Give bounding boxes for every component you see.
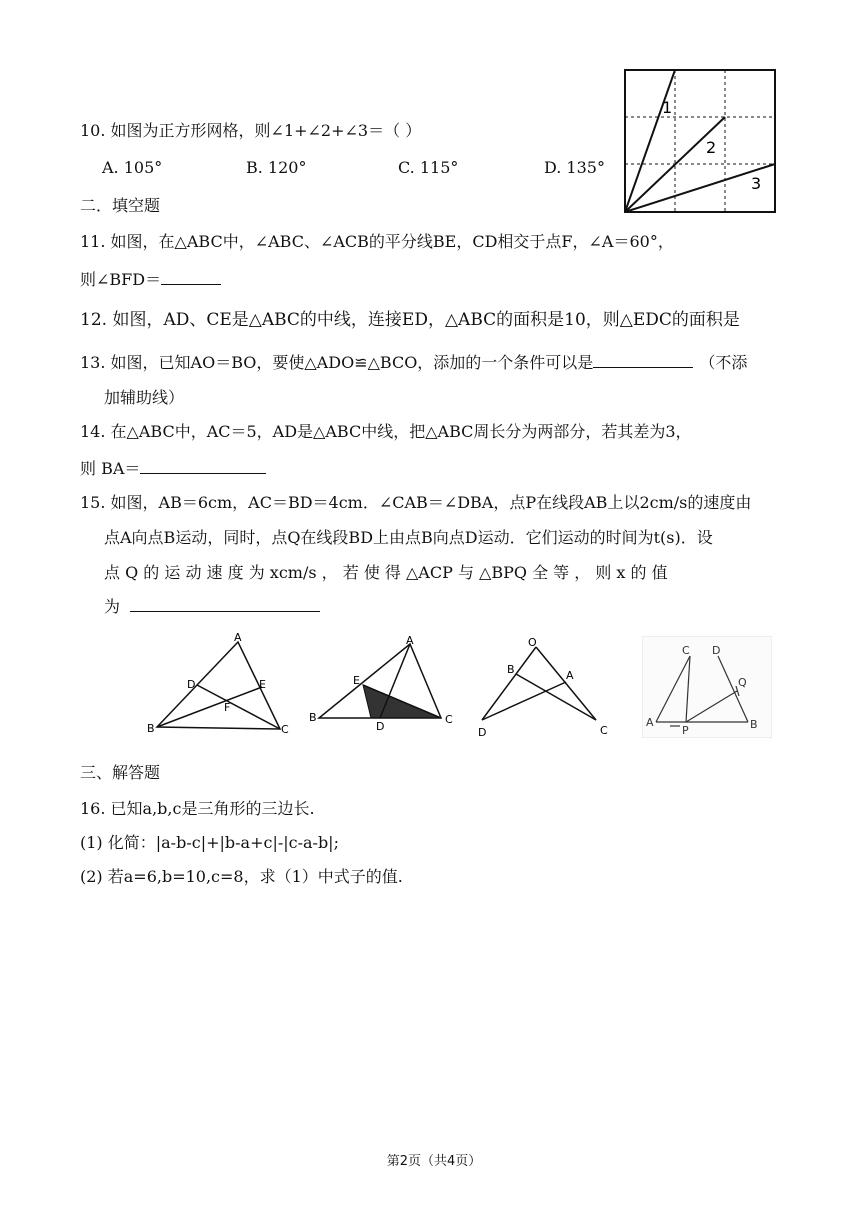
- q10-angle3-label: 3: [751, 174, 762, 193]
- fig-q11-triangle: [145, 632, 295, 742]
- fig-q13-triangles: [474, 632, 624, 742]
- f12-label-e: E: [353, 674, 360, 687]
- q10-grid-figure: [620, 65, 780, 217]
- q10-stem: 10. 如图为正方形网格，则∠1+∠2+∠3＝（ ）: [80, 121, 422, 140]
- f15-label-p: P: [682, 724, 689, 737]
- q13-answer-blank[interactable]: [593, 351, 693, 368]
- q13-prompt: 13. 如图，已知AO＝BO，要使△ADO≌△BCO，添加的一个条件可以是: [80, 353, 594, 372]
- f13-label-a: A: [566, 669, 574, 682]
- page-footer: 第2页（共4页）: [386, 1154, 482, 1169]
- q10-option-d: D. 135°: [544, 158, 605, 177]
- f15-label-c: C: [682, 644, 690, 657]
- f11-label-e: E: [259, 678, 266, 691]
- q11-line1: 11. 如图，在△ABC中，∠ABC、∠ACB的平分线BE，CD相交于点F，∠A＝60°，: [80, 232, 674, 251]
- section-fill-in-title: 二．填空题: [80, 196, 161, 215]
- q10-option-c: C. 115°: [398, 158, 459, 177]
- f11-label-f: F: [224, 701, 231, 714]
- q14-answer-blank[interactable]: [140, 457, 266, 474]
- f12-label-b: B: [309, 711, 317, 724]
- q15-line1: 15. 如图，AB＝6cm，AC＝BD＝4cm．∠CAB＝∠DBA，点P在线段AB上以2cm/s的速度由: [80, 493, 752, 512]
- fig-q12-triangle: [305, 632, 465, 742]
- f13-label-b: B: [507, 663, 515, 676]
- q13-line2: 加辅助线）: [104, 388, 185, 407]
- f11-label-a: A: [234, 632, 242, 644]
- q15-line3: 点 Q 的 运 动 速 度 为 xcm/s ， 若 使 得 △ACP 与 △BPQ 全 等 ， 则 x 的 值: [104, 563, 668, 582]
- q15-line2: 点A向点B运动，同时，点Q在线段BD上由点B向点D运动．它们运动的时间为t(s)．设: [104, 528, 713, 547]
- f15-label-a: A: [646, 716, 654, 729]
- q13-line1: [80, 351, 747, 374]
- q14-line1: 14. 在△ABC中，AC＝5，AD是△ABC中线，把△ABC周长分为两部分，若其差为3，: [80, 422, 692, 441]
- q11-line2: [80, 268, 221, 291]
- q15-line4: [104, 595, 320, 618]
- f11-label-b: B: [147, 722, 155, 735]
- f11-label-d: D: [187, 678, 196, 691]
- q10-angle2-label: 2: [706, 138, 717, 157]
- f12-label-a: A: [406, 634, 414, 647]
- section-solve-title: 三、解答题: [80, 763, 161, 782]
- f15-label-q: Q: [738, 676, 747, 689]
- f11-label-c: C: [281, 723, 289, 736]
- q15-answer-blank[interactable]: [130, 595, 320, 612]
- f13-label-d: D: [478, 726, 487, 739]
- q10-angle1-label: 1: [662, 98, 673, 117]
- f12-label-d: D: [376, 720, 385, 733]
- q10-option-b: B. 120°: [246, 158, 307, 177]
- q16-line1: 16. 已知a,b,c是三角形的三边长.: [80, 799, 315, 818]
- q16-line2: (1) 化简：|a-b-c|+|b-a+c|-|c-a-b|;: [80, 833, 339, 852]
- q14-line2: [80, 457, 266, 480]
- q12-line1: 12. 如图，AD、CE是△ABC的中线，连接ED，△ABC的面积是10，则△EDC的面积是: [80, 310, 740, 330]
- q14-prompt: 则 BA＝: [80, 459, 141, 478]
- fig-q15-moving-points: [642, 636, 772, 738]
- q10-option-a: A. 105°: [102, 158, 163, 177]
- f15-label-d: D: [712, 644, 721, 657]
- q15-prompt: 为: [104, 597, 121, 616]
- f13-label-o: O: [528, 636, 537, 649]
- f15-label-b: B: [750, 718, 758, 731]
- q13-suffix: （不添: [699, 353, 748, 372]
- f13-label-c: C: [600, 724, 608, 737]
- q11-prompt: 则∠BFD＝: [80, 270, 162, 289]
- q16-line3: (2) 若a=6,b=10,c=8，求（1）中式子的值.: [80, 867, 403, 886]
- f12-label-c: C: [445, 713, 453, 726]
- q11-answer-blank[interactable]: [161, 268, 221, 285]
